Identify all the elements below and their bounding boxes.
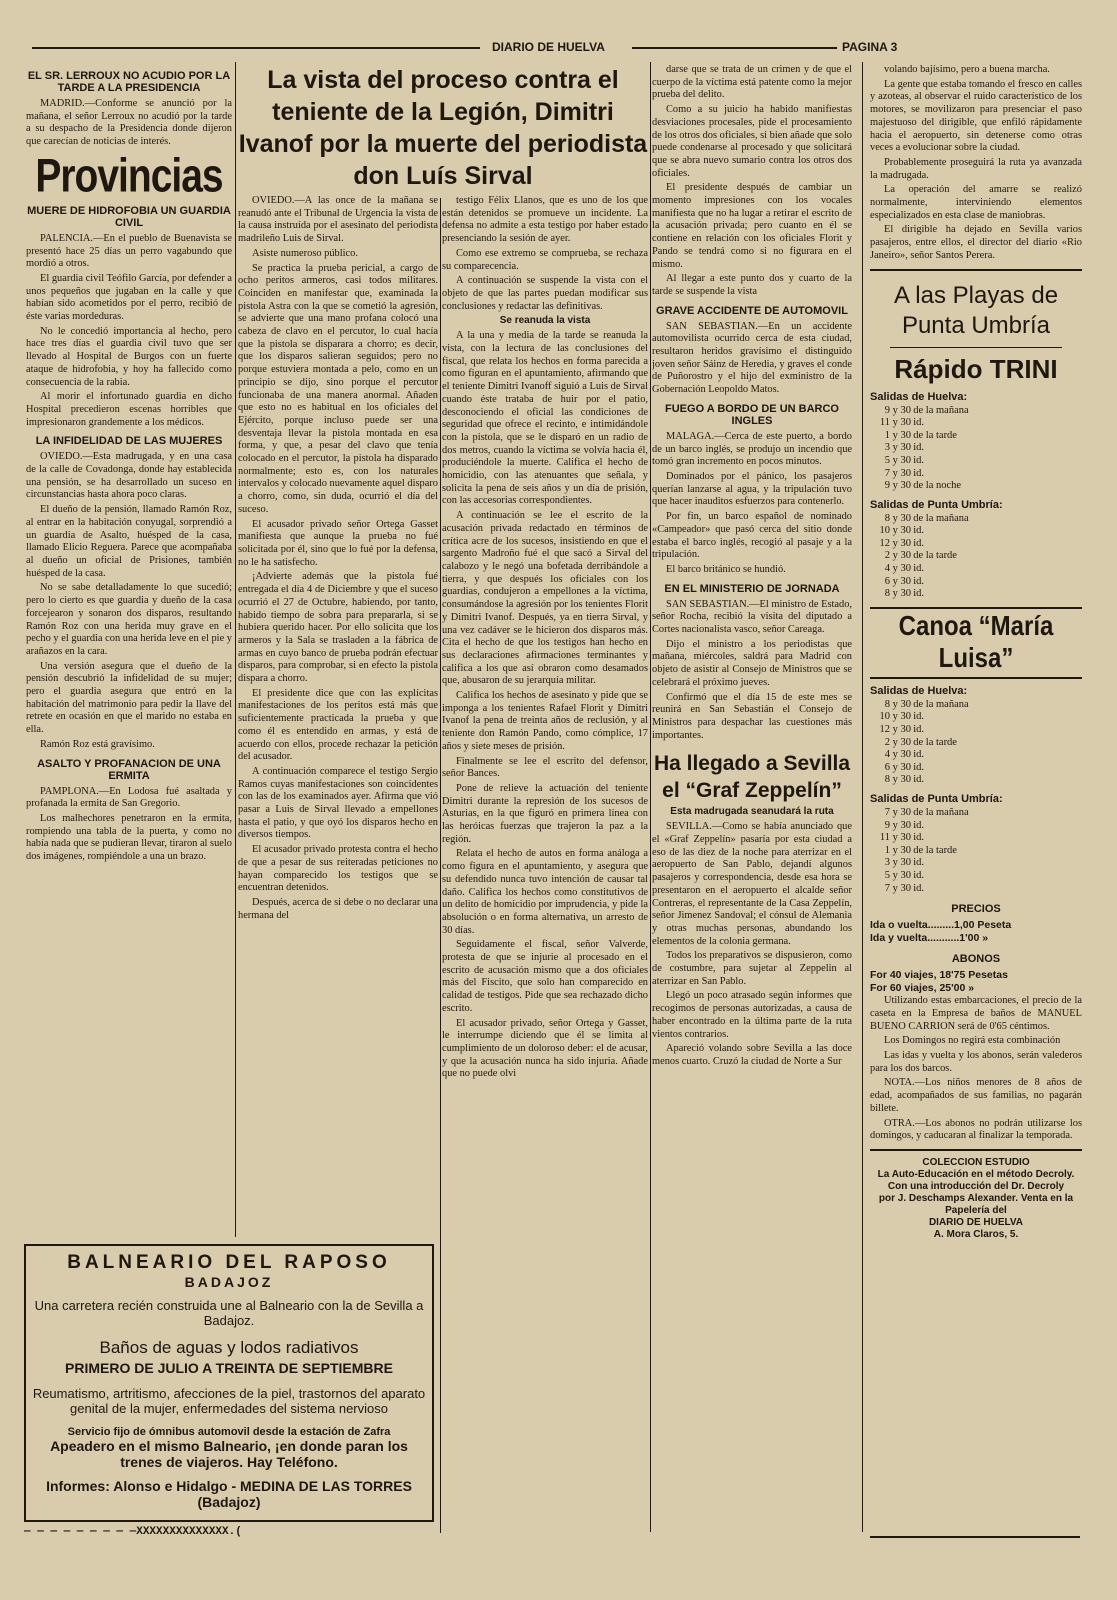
schedule-cell: y 30 — [892, 550, 911, 562]
schedule-cell: 3 — [884, 442, 890, 454]
section-title-provincias: Provincias — [35, 150, 223, 203]
article-paragraph: El dirigible ha dejado en Sevilla varios pasajeros, entre ellos, el director del diario «Rio Janeiro», señor Santos Perera. — [870, 224, 1082, 261]
schedule-row — [870, 563, 1082, 576]
article-paragraph: El presidente después de cambiar un momento impresiones con los vocales manifiesta que no ha lugar a retirar el escrito de la acusación privada; pero cuanto en él se contiene en relación con los oficiales Florit y Pando se tendrá como si no figurara en el mismo. — [652, 182, 852, 270]
article-paragraph: Califica los hechos de asesinato y pide que se imponga a los tenientes Rafael Florit y Dimitri Ivanof la pena de treinta años de reclusión, y al teniente don Ramón Pando, como cómplice, 17 años y siete meses de prisión. — [442, 690, 648, 752]
schedule-row — [870, 455, 1082, 468]
schedule-cell: id. — [913, 761, 925, 773]
subscriptions-heading: ABONOS — [951, 953, 1001, 966]
article-paragraph: Asiste numeroso público. — [252, 247, 358, 259]
column-4 — [870, 64, 1082, 1504]
schedule-cell: 2 — [884, 736, 890, 748]
article-paragraph: Utilizando estas embarcaciones, el precio de la caseta en la Empresa de baños de MANUEL BUENO CARRION será de 0'65 céntimos. — [870, 995, 1082, 1032]
article-paragraph: La operación del amarre se realizó normalmente, interviniendo elementos especializados en esta clase de maniobras. — [870, 184, 1082, 221]
schedule-cell: y 30 — [892, 563, 911, 575]
schedule-row — [870, 870, 1082, 883]
column-rule — [440, 198, 441, 1533]
schedule-row — [870, 525, 1082, 538]
article-paragraph: Confirmó que el día 15 de este mes se reunirá en San Sebastián el Consejo de Ministros para despachar las cuestiones más importantes. — [652, 691, 852, 741]
schedule-row — [870, 883, 1082, 896]
schedule-row — [870, 442, 1082, 455]
article-paragraph: A continuación comparece el testigo Sergio Ramos cuyas manifestaciones son coincidentes con las de los examinados ayer. Afirma que vió pasar a Luis de Sirval llevado a empellones hasta el patio, y que oyó los disparos hecho en diversos tiempos. — [238, 765, 438, 841]
article-paragraph: No se sabe detalladamente lo que sucedió; pero lo cierto es que guardia y dueño de la casa forcejearon y sonaron dos disparos, resultando Ramón Roz con una herida muy grave en el pecho y el guardia con una herida leve en el pie y arañazos en la cara. — [26, 582, 232, 657]
article-paragraph: SAN SEBASTIAN.—El ministro de Estado, señor Rocha, recibió la visita del diputado a Cortes nacionalista vasco, señor Careaga. — [652, 598, 852, 636]
column-rule — [650, 62, 651, 1532]
column-1 — [26, 64, 232, 1232]
article-title: MUERE DE HIDROFOBIA UN GUARDIA CIVIL — [27, 204, 231, 229]
header-rule-left — [32, 47, 480, 49]
schedule-cell: id. — [913, 749, 925, 761]
schedule-row — [870, 538, 1082, 551]
schedule-cell: id. — [913, 832, 925, 844]
article-paragraph: El barco británico se hundió. — [666, 563, 786, 575]
schedule-cell: id. — [913, 467, 925, 479]
schedule-cell: y 30 — [892, 749, 911, 761]
section-divider — [890, 347, 1062, 348]
section-divider — [870, 269, 1082, 271]
article-title: EN EL MINISTERIO DE JORNADA — [664, 582, 840, 595]
schedule-cell: id. — [913, 563, 925, 575]
schedule-cell: y 30 — [892, 467, 911, 479]
article-paragraph: El presidente dice que con las explícitas manifestaciones de los peritos está más que suficientemente practicada la prueba y que como él es entendido en armas, y está de acuerdo con ellos, procede rechazar la petición del acusador. — [238, 687, 438, 763]
schedule-cell: 5 — [884, 869, 890, 881]
schedule-list — [870, 699, 1082, 787]
article-paragraph: Todos los preparativos se dispusieron, como de costumbre, para sujetar al Zeppelin al aterrizar en San Pablo. — [652, 950, 852, 987]
schedule-heading: Salidas de Punta Umbría: — [870, 793, 1003, 806]
schedule-cell: id. — [913, 454, 925, 466]
schedule-cell: id. — [913, 711, 925, 723]
canoa-title: Canoa “María Luisa” — [898, 610, 1054, 674]
collection-address: A. Mora Claros, 5. — [933, 1228, 1019, 1240]
schedule-cell: y 30 — [892, 724, 911, 736]
article-paragraph: Al morir el infortunado guardia en dicho Hospital precedieron escenas horribles que impresionaron grandemente a los médicos. — [26, 391, 232, 428]
article-paragraph: PALENCIA.—En el pueblo de Buenavista se presentó hace 25 días un perro vagabundo que mordió a otros. — [26, 232, 232, 270]
schedule-cell: id. — [913, 575, 925, 587]
schedule-cell: y 30 — [892, 698, 911, 710]
balneario-advertisement — [24, 1244, 434, 1522]
schedule-cell: 6 — [884, 575, 890, 587]
schedule-row — [870, 845, 1082, 858]
article-paragraph: El guardia civil Teófilo García, por defender a unos pequeños que jugaban en la calle y que habían sido acometidos por el perro, recibió de éste varias mordeduras. — [26, 272, 232, 323]
schedule-cell: y 30 — [892, 442, 911, 454]
schedule-cell: de la mañana — [913, 404, 969, 416]
column-rule — [862, 62, 863, 1532]
article-paragraph: darse que se trata de un crimen y de que el cuerpo de la víctima está patente como la mejor prueba del delito. — [652, 64, 852, 101]
schedule-cell: y 30 — [892, 537, 911, 549]
article-paragraph: Se practica la prueba pericial, a cargo de ocho peritos armeros, casi todos militares. Coinciden en manifestar que, examinada la pistola Astra con la que se cometió la agresión, se advierte que una mano profana colocó una cabeza de clavo en el percutor, lo cual hacía que la pistola se disparara a chorro; es decir, que los disparos salieran seguidos; pero no porque estuviera montada a pelo, como en un principio se dijo, sino porque el percutor funcionaba de una manera anormal. Añaden que esto no es habitual en los oficiales del Ejército, porque incluso puede ser una desventaja llevar la pistola montada en esa forma, y que, a pesar del clavo que tenía colocado en el percutor, la pistola ha disparado normalmente; esto es, con los naturales intervalos y colocado nuevamente aquel disparo a chorro, como, sin duda, ocurrió el día del suceso. — [238, 262, 438, 515]
schedule-cell: y 30 — [892, 711, 911, 723]
schedule-row — [870, 857, 1082, 870]
article-paragraph: Por fin, un barco español de nominado «Campeador» que pasó cerca del sitio donde estaba el barco inglés, recogió al pasaje y a la tripulación. — [652, 511, 852, 561]
schedule-cell: y 30 — [892, 857, 911, 869]
schedule-cell: y 30 — [892, 454, 911, 466]
schedule-row — [870, 737, 1082, 750]
schedule-cell: de la tarde — [913, 550, 957, 562]
article-paragraph: Los Domingos no regirá esta combinación — [884, 1035, 1061, 1047]
schedule-row — [870, 699, 1082, 712]
ad-line: PRIMERO DE JULIO A TREINTA DE SEPTIEMBRE — [65, 1360, 393, 1376]
article-paragraph: SEVILLA.—Como se había anunciado que el «Graf Zeppelín» pasaría por esta ciudad a eso de las diez de la noche para aterrizar en el aeropuerto de San Pablo, dejandí algunos pasajeros y correspondencia, desde esa hora se presentaron en el aeropuerto el alcalde señor Contreras, el representante de la Casa Zeppelín, señor Jimenez Sandoval; el cónsul de Alemania y otras muchas personas, abundando los elementos de la colonia germana. — [652, 821, 852, 947]
schedule-cell: y 30 — [892, 882, 911, 894]
article-paragraph: Una versión asegura que el dueño de la pensión descubrió la infidelidad de su mujer; pero el guardia asegura que entró en la habitación del matrimonio para pedir la llave del retrete en ocasión en que el marido no estaba en ella. — [26, 660, 232, 736]
article-paragraph: La gente que estaba tomando el fresco en calles y azoteas, al observar el ruido característico de los motores, se movilizaron para presenciar el paso majestuoso del dirigible, que enfiló rápidamente hacia el aeropuerto, sin detenerse como otras veces a evolucionar sobre la ciudad. — [870, 78, 1082, 154]
schedule-cell: y 30 — [892, 736, 911, 748]
schedule-cell: id. — [913, 869, 925, 881]
article-paragraph: OTRA.—Los abonos no podrán utilizarse los domingos, y caducaran al finalizar la temporada. — [870, 1117, 1082, 1142]
schedule-cell: 4 — [884, 563, 890, 575]
ad-line: Informes: Alonso e Hidalgo - MEDINA DE LAS TORRES (Badajoz) — [46, 1478, 412, 1510]
article-paragraph: El acusador privado, señor Ortega y Gasset, le interrumpe diciendo que él se limita al cumplimiento de un doloroso deber: el de acusar, y que la acusación nunca ha sido injuria. Añade que no puede olvi — [442, 1017, 648, 1080]
schedule-heading: Salidas de Punta Umbría: — [870, 498, 1003, 511]
schedule-row — [870, 832, 1082, 845]
article-paragraph: SAN SEBASTIAN.—En un accidente automovilista ocurrido cerca de esta ciudad, resultaron heridos gravísimo el distinguido joven señor Sáinz de Heredia, y graves el conde de Puñorostro y el hijo del exministro de la Gobernación Leopoldo Matos. — [652, 320, 852, 396]
newspaper-name: DIARIO DE HUELVA — [492, 40, 605, 54]
schedule-cell: 12 — [879, 537, 890, 549]
schedule-cell: id. — [913, 819, 925, 831]
schedule-row — [870, 588, 1082, 601]
article-paragraph: El acusador privado protesta contra el hecho de que a pesar de sus reiteradas peticiones no hayan comparecido los testigos que se encuentran detenidos. — [238, 844, 438, 894]
schedule-cell: id. — [913, 857, 925, 869]
schedule-cell: de la tarde — [913, 736, 957, 748]
ad-line: Apeadero en el mismo Balneario, ¡en donde paran los trenes de viajeros. Hay Teléfono. — [50, 1438, 408, 1470]
schedule-cell: 4 — [884, 749, 890, 761]
schedule-cell: id. — [913, 537, 925, 549]
article-paragraph: Después, acerca de si debe o no declarar una hermana del — [238, 896, 438, 921]
schedule-cell: de la mañana — [913, 512, 969, 524]
schedule-heading: Salidas de Huelva: — [870, 684, 968, 697]
schedule-cell: y 30 — [892, 869, 911, 881]
article-paragraph: MADRID.—Conforme se anunció por la mañana, el señor Lerroux no acudió por la tarde a su despacho de la Presidencia donde dijeron que carecían de noticias de interés. — [26, 98, 232, 148]
schedule-cell: 2 — [884, 550, 890, 562]
rapido-trini-title: Rápido TRINI — [894, 353, 1058, 384]
schedule-cell: id. — [913, 525, 925, 537]
article-paragraph: MALAGA.—Cerca de este puerto, a bordo de un barco inglés, se produjo un incendio que tomó gran incremento en pocos minutos. — [652, 430, 852, 468]
price-line: Ida o vuelta.........1,00 Peseta — [870, 919, 1012, 932]
ad-subtitle: BADAJOZ — [184, 1274, 274, 1290]
schedule-row — [870, 711, 1082, 724]
article-paragraph: Pone de relieve la actuación del teniente Dimitri durante la represión de los sucesos de Asturias, en la que figuró en primera línea con las heróicas fuerzas que trajeron la paz a la región. — [442, 782, 648, 845]
collection-text: DIARIO DE HUELVA — [928, 1216, 1024, 1228]
schedule-cell: 7 — [884, 807, 890, 819]
article-paragraph: El dueño de la pensión, llamado Ramón Roz, al entrar en la habitación conyugal, sorprendió a un guardia de Asalto, huésped de la casa, llamado Elicio Reguera. Parece que acompañaba al dueño un oficial de Prisiones, también huésped de la casa. — [26, 504, 232, 579]
schedule-cell: y 30 — [892, 832, 911, 844]
article-title: FUEGO A BORDO DE UN BARCO INGLES — [665, 402, 839, 427]
section-divider — [870, 1149, 1082, 1151]
page-number: PAGINA 3 — [842, 40, 898, 54]
ad-line: Servicio fijo de ómnibus automovil desde la estación de Zafra — [67, 1426, 391, 1438]
schedule-cell: y 30 — [892, 844, 911, 856]
article-paragraph: Dijo el ministro a los periodistas que mañana, miércoles, saldrá para Madrid con objeto de asistir al Consejo de Ministros que se celebrará el próximo jueves. — [652, 638, 852, 688]
ad-line: Una carretera recién construida une al Balneario con la de Sevilla a Badajoz. — [34, 1298, 424, 1328]
article-paragraph: A la una y media de la tarde se reanuda la vista, con la lectura de las conclusiones del fiscal, que relata los hechos en forma parecida a como figuran en el apuntamiento, afirmando que el teniente Dimitri Ivanoff siguió a Luis de Sirval cuando éste trataba de huir por el patio, desconociendo el oficial las condiciones de seguridad que ofrece el recinto, e intimidándole con la pistola, que se le disparó en un radio de dos metros, cuando la víctima se volvía hacia él, produciéndole la muerte. Califica el hecho de homicidio, con las atenuantes que señala, y solicita la pena de seis años y un día de prisión, con las accesorias correspondientes. — [442, 330, 648, 507]
schedule-row — [870, 550, 1082, 563]
article-paragraph: Como a su juicio ha habido manifiestas desviaciones procesales, pide el procesamiento de los otros dos oficiales, si bien añade que solo puede condenarse al procesado y que solicitará que se abra nuevo sumario contra los otros dos oficiales. — [652, 104, 852, 179]
article-paragraph: A continuación se lee el escrito de la acusación privada redactado en términos de crítica acre de los sucesos, insistiendo en que el sargento Madroño fué el que sacó a Sirval del calabozo y le negó una bofetada derribándole a tierra, y que después los oficiales con los guardias, condujeron a empellones a la víctima, consumándose la agresión por los tenientes Florit y Dimitri Ivanof. Después, ya en tierra Sirval, y una vez cadáver se le hicieron dos disparos más. Cita el hecho de que los testigos han hecho en sus declaraciones afirmaciones terminantes y califica a los que así obraron como desamados que, abusaron de su jerarquía militar. — [442, 510, 648, 687]
schedule-cell: 1 — [884, 844, 890, 856]
schedule-cell: y 30 — [892, 774, 911, 786]
schedule-cell: de la tarde — [913, 844, 957, 856]
column-rule — [235, 62, 236, 1237]
schedule-row — [870, 749, 1082, 762]
article-paragraph: testigo Félix Llanos, que es uno de los que están detenidos se promueve un incidente. La defensa no admite a esta testigo por haber estado presenciando la sesión de ayer. — [442, 195, 648, 245]
schedule-row — [870, 820, 1082, 833]
schedule-cell: y 30 — [892, 807, 911, 819]
schedule-cell: 3 — [884, 857, 890, 869]
price-line: Ida y vuelta...........1'00 » — [870, 932, 989, 945]
article-paragraph: PAMPLONA.—En Lodosa fué asaltada y profanada la ermita de San Gregorio. — [26, 785, 232, 810]
schedule-list — [870, 807, 1082, 895]
schedule-cell: de la mañana — [913, 807, 969, 819]
schedule-cell: y 30 — [892, 761, 911, 773]
article-paragraph: Como ese extremo se comprueba, se rechaza su comparecencia. — [442, 247, 648, 272]
schedule-cell: 6 — [884, 761, 890, 773]
schedule-row — [870, 468, 1082, 481]
schedule-row — [870, 807, 1082, 820]
subscription-line: For 60 viajes, 25'00 » — [870, 982, 975, 995]
section-divider — [870, 677, 1082, 679]
schedule-cell: 11 — [879, 832, 890, 844]
subscription-line: For 40 viajes, 18'75 Pesetas — [870, 969, 1008, 982]
main-headline-box — [238, 64, 648, 202]
schedule-row — [870, 576, 1082, 589]
schedule-cell: id. — [913, 442, 925, 454]
schedule-cell: y 30 — [892, 404, 911, 416]
article-title: GRAVE ACCIDENTE DE AUTOMOVIL — [656, 304, 848, 317]
schedule-list — [870, 405, 1082, 493]
schedule-cell: y 30 — [892, 480, 911, 492]
article-paragraph: Finalmente se lee el escrito del defensor, señor Bances. — [442, 755, 648, 780]
article-paragraph: OVIEDO.—Esta madrugada, y en una casa de la calle de Covadonga, donde hay establecida una pensión, se ha desarrollado un suceso en circunstancias hasta ahora poco claras. — [26, 451, 232, 501]
schedule-cell: id. — [913, 417, 925, 429]
schedule-cell: de la mañana — [913, 698, 969, 710]
article-paragraph: volando bajísimo, pero a buena marcha. — [884, 64, 1050, 75]
schedule-cell: de la noche — [913, 480, 962, 492]
collection-text: por J. Deschamps Alexander. Venta en la Papelería del — [878, 1192, 1074, 1216]
article-paragraph: Relata el hecho de autos en forma análoga a como figura en el apuntamiento, y asegura que su defendido nunca tuvo intención de causar tal daño. Califica los hechos como constitutivos de un delito de homicidio por imprudencia, y pide la absolución o en forma alternativa, un arresto de 30 días. — [442, 848, 648, 936]
article-subhead: Se reanuda la vista — [499, 315, 591, 327]
schedule-cell: 10 — [879, 711, 890, 723]
ad-line: Reumatismo, artritismo, afecciones de la piel, trastornos del aparato genital de la mujer, enfermedades del sistema nervioso — [32, 1386, 426, 1416]
schedule-cell: y 30 — [892, 819, 911, 831]
article-paragraph: Dominados por el pánico, los pasajeros querían lanzarse al agua, y la tripulación tuvo que hacer inauditos esfuerzos para contenerlo. — [652, 470, 852, 508]
schedule-cell: y 30 — [892, 575, 911, 587]
ad-title: BALNEARIO DEL RAPOSO — [67, 1252, 391, 1273]
article-paragraph: Apareció volando sobre Sevilla a las doce menos cuarto. Cruzó la ciudad de Norte a Sur — [652, 1043, 852, 1067]
schedule-row — [870, 480, 1082, 493]
collection-text: La Auto-Educación en el método Decroly. Con una introducción del Dr. Decroly — [877, 1168, 1075, 1192]
page-header — [32, 40, 1086, 60]
schedule-cell: y 30 — [892, 429, 911, 441]
playas-ad-title: A las Playas de Punta Umbría — [893, 281, 1059, 339]
schedule-cell: 8 — [884, 698, 890, 710]
zeppelin-subhead: Esta madrugada seanudará la ruta — [670, 806, 834, 818]
schedule-cell: y 30 — [892, 588, 911, 600]
schedule-cell: 7 — [884, 882, 890, 894]
schedule-row — [870, 724, 1082, 737]
prices-heading: PRECIOS — [951, 903, 1001, 916]
schedule-row — [870, 405, 1082, 418]
article-paragraph: Probablemente proseguirá la ruta ya avanzada la madrugada. — [870, 156, 1082, 181]
article-paragraph: No le concedió importancia al hecho, pero hace tres días el guardia civil tuvo que ser llevado al Hospital de Burgos con un fuerte ataque de hidrofobia, y hoy ha fallecido como consecuencia de la rabia. — [26, 325, 232, 388]
zeppelin-headline: Ha llegado a Sevilla el “Graf Zeppelín” — [653, 752, 851, 803]
article-paragraph: Ramón Roz está gravísimo. — [40, 738, 155, 750]
header-rule-right — [632, 47, 837, 49]
schedule-cell: id. — [913, 724, 925, 736]
schedule-list — [870, 513, 1082, 601]
column-3 — [652, 64, 852, 1532]
schedule-cell: id. — [913, 774, 925, 786]
schedule-cell: 8 — [884, 512, 890, 524]
schedule-cell: 12 — [879, 724, 890, 736]
article-paragraph: El acusador privado señor Ortega Gasset manifiesta que aunque la prueba no fué solicitada por él, sino que lo fué por la defensa, no le ha satisfecho. — [238, 518, 438, 568]
schedule-cell: de la tarde — [913, 429, 957, 441]
article-paragraph: Al llegar a este punto dos y cuarto de la tarde se suspende la vista — [652, 273, 852, 297]
schedule-cell: 9 — [884, 480, 890, 492]
article-paragraph: Seguidamente el fiscal, señor Valverde, protesta de que se injurie al procesado en el escrito de acusación mismo que a dos oficiales más del Fiscito, que solo han comparecido en calidad de testigos. Pide que sea rechazado dicho escrito. — [442, 939, 648, 1014]
schedule-cell: 8 — [884, 588, 890, 600]
schedule-row — [870, 417, 1082, 430]
article-title: EL SR. LERROUX NO ACUDIO POR LA TARDE A LA PRESIDENCIA — [27, 70, 231, 94]
collection-title: COLECCION ESTUDIO — [922, 1156, 1030, 1168]
schedule-cell: 10 — [879, 525, 890, 537]
bottom-rule — [870, 1536, 1080, 1538]
schedule-cell: id. — [913, 588, 925, 600]
ad-line: Baños de aguas y lodos radiativos — [99, 1338, 359, 1357]
article-paragraph: Llegó un poco atrasado según informes que recogimos de personas autorizadas, a causa de haber encontrado en la última parte de la ruta vientos contrarios. — [652, 990, 852, 1040]
schedule-cell: y 30 — [892, 512, 911, 524]
article-paragraph: OVIEDO.—A las once de la mañana se reanudó ante el Tribunal de Urgencia la vista de la causa instruída por el asesinato del periodista madrileño Luis de Sirval. — [238, 195, 438, 245]
section-divider — [870, 607, 1082, 609]
main-article-column-a — [238, 195, 438, 1240]
article-title: LA INFIDELIDAD DE LAS MUJERES — [35, 435, 223, 448]
schedule-row — [870, 774, 1082, 787]
schedule-cell: 9 — [884, 404, 890, 416]
article-title: ASALTO Y PROFANACION DE UNA ERMITA — [37, 757, 221, 782]
article-paragraph: Los malhechores penetraron en la ermita, rompiendo una tabla de la puerta, y como no había nada que se pudieran llevar, tiraron al suelo dos imágenes, rompiéndole a una un brazo. — [26, 812, 232, 863]
article-paragraph: NOTA.—Los niños menores de 8 años de edad, acompañados de sus familias, no pagarán billete. — [870, 1077, 1082, 1114]
schedule-cell: 11 — [879, 417, 890, 429]
article-paragraph: A continuación se suspende la vista con el objeto de que las partes puedan modificar sus conclusiones y redactar las definitivas. — [442, 275, 648, 312]
schedule-row — [870, 513, 1082, 526]
schedule-cell: 9 — [884, 819, 890, 831]
schedule-cell: 5 — [884, 454, 890, 466]
schedule-cell: 1 — [884, 429, 890, 441]
footer-ornament: — — — — — — — — —XXXXXXXXXXXXXX.( — [24, 1526, 242, 1538]
main-headline: La vista del proceso contra el teniente de la Legión, Dimitri Ivanof por la muerte del periodista don Luís Sirval — [238, 66, 648, 190]
schedule-row — [870, 762, 1082, 775]
schedule-cell: 7 — [884, 467, 890, 479]
schedule-row — [870, 430, 1082, 443]
main-article-column-b — [442, 195, 648, 1530]
schedule-cell: y 30 — [892, 417, 911, 429]
schedule-cell: id. — [913, 882, 925, 894]
schedule-heading: Salidas de Huelva: — [870, 390, 968, 403]
schedule-cell: 8 — [884, 774, 890, 786]
article-paragraph: ¡Advierte además que la pistola fué entregada el día 4 de Diciembre y que el suceso ocurrió el 27 de Octubre, habiendo, por tanto, habido tiempo de sobra para prepararla, si se hubiera querido hacer. Por ello solicita que los armeros y la Sala se trasladen a la fábrica de armas en cuyo banco de prueba podrán efectuar disparos, para comprobar, si en efecto la pistola dispara a chorro. — [238, 571, 438, 685]
schedule-cell: y 30 — [892, 525, 911, 537]
article-paragraph: Las idas y vuelta y los abonos, serán valederos para los dos barcos. — [870, 1049, 1082, 1074]
